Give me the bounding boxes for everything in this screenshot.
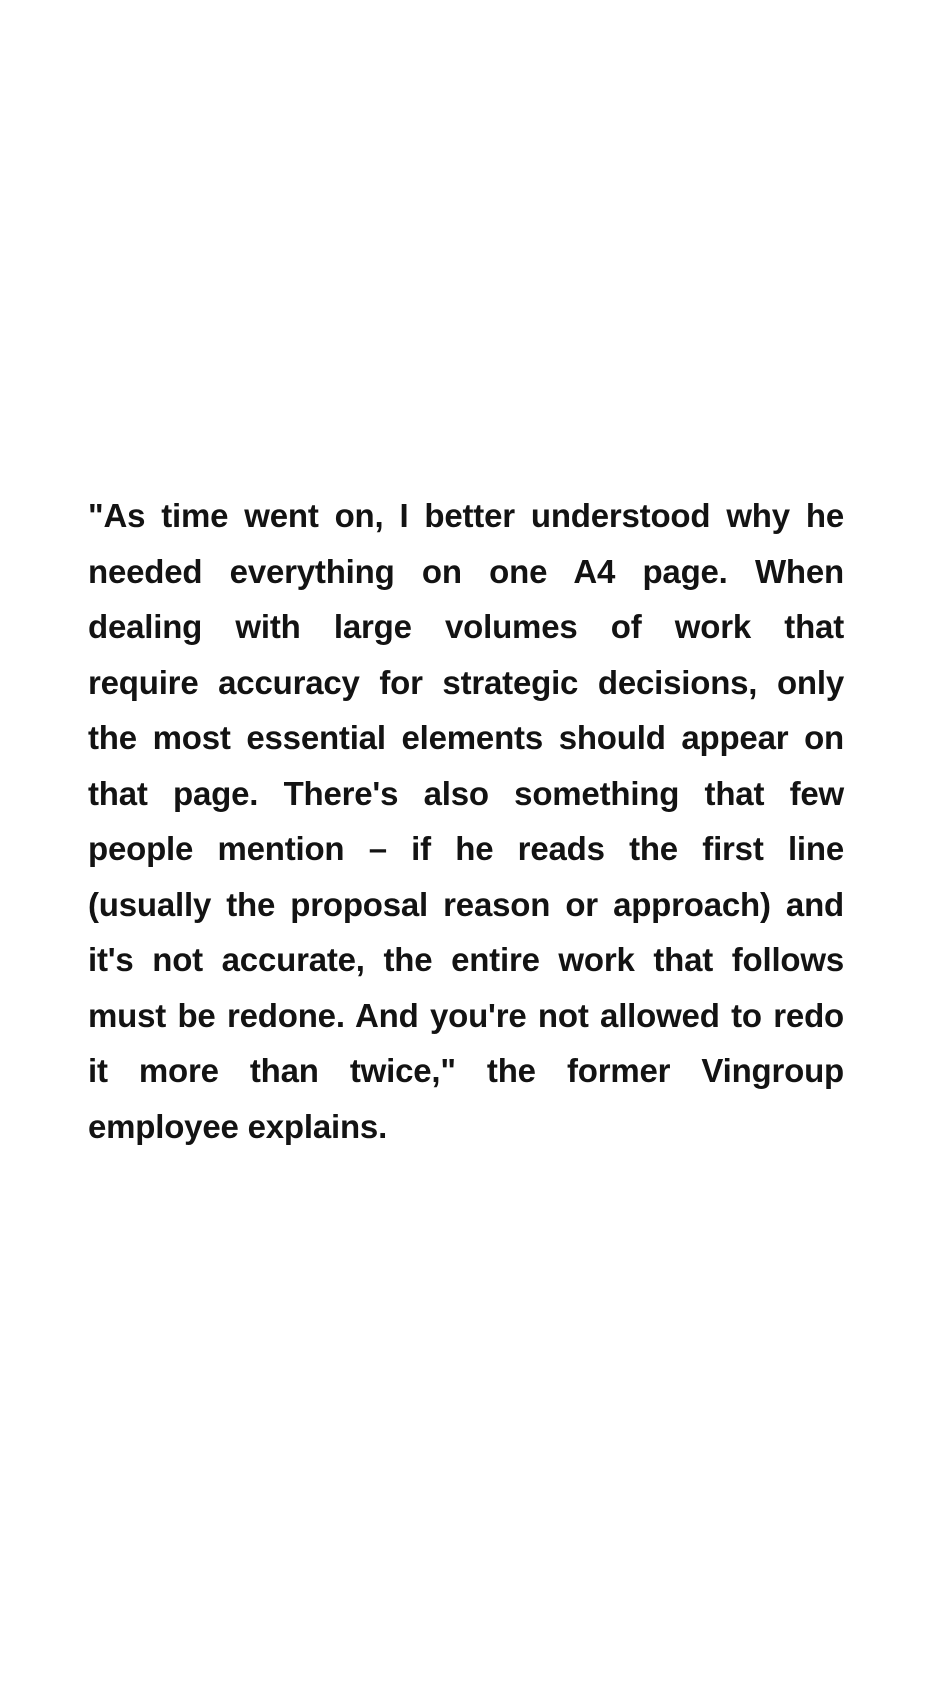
text-line: it more than twice," the former Vingroup bbox=[88, 1052, 844, 1089]
text-line: must be redone. And you're not allowed to redo bbox=[88, 996, 844, 1034]
text-line: people mention – if he reads the first line bbox=[88, 830, 844, 867]
text-line: the most essential elements should appear on bbox=[88, 719, 844, 756]
text-line: it's not accurate, the entire work that follows bbox=[88, 941, 844, 978]
quote-paragraph bbox=[88, 488, 844, 1154]
text-line: employee explains. bbox=[88, 1107, 388, 1145]
text-line: "As time went on, I better understood why he bbox=[88, 497, 844, 534]
text-line: needed everything on one A4 page. When bbox=[88, 552, 844, 590]
text-line: (usually the proposal reason or approach) and bbox=[88, 885, 844, 923]
text-line: that page. There's also something that few bbox=[88, 774, 844, 812]
text-line: require accuracy for strategic decisions, only bbox=[88, 663, 844, 701]
text-line: dealing with large volumes of work that bbox=[88, 608, 844, 645]
